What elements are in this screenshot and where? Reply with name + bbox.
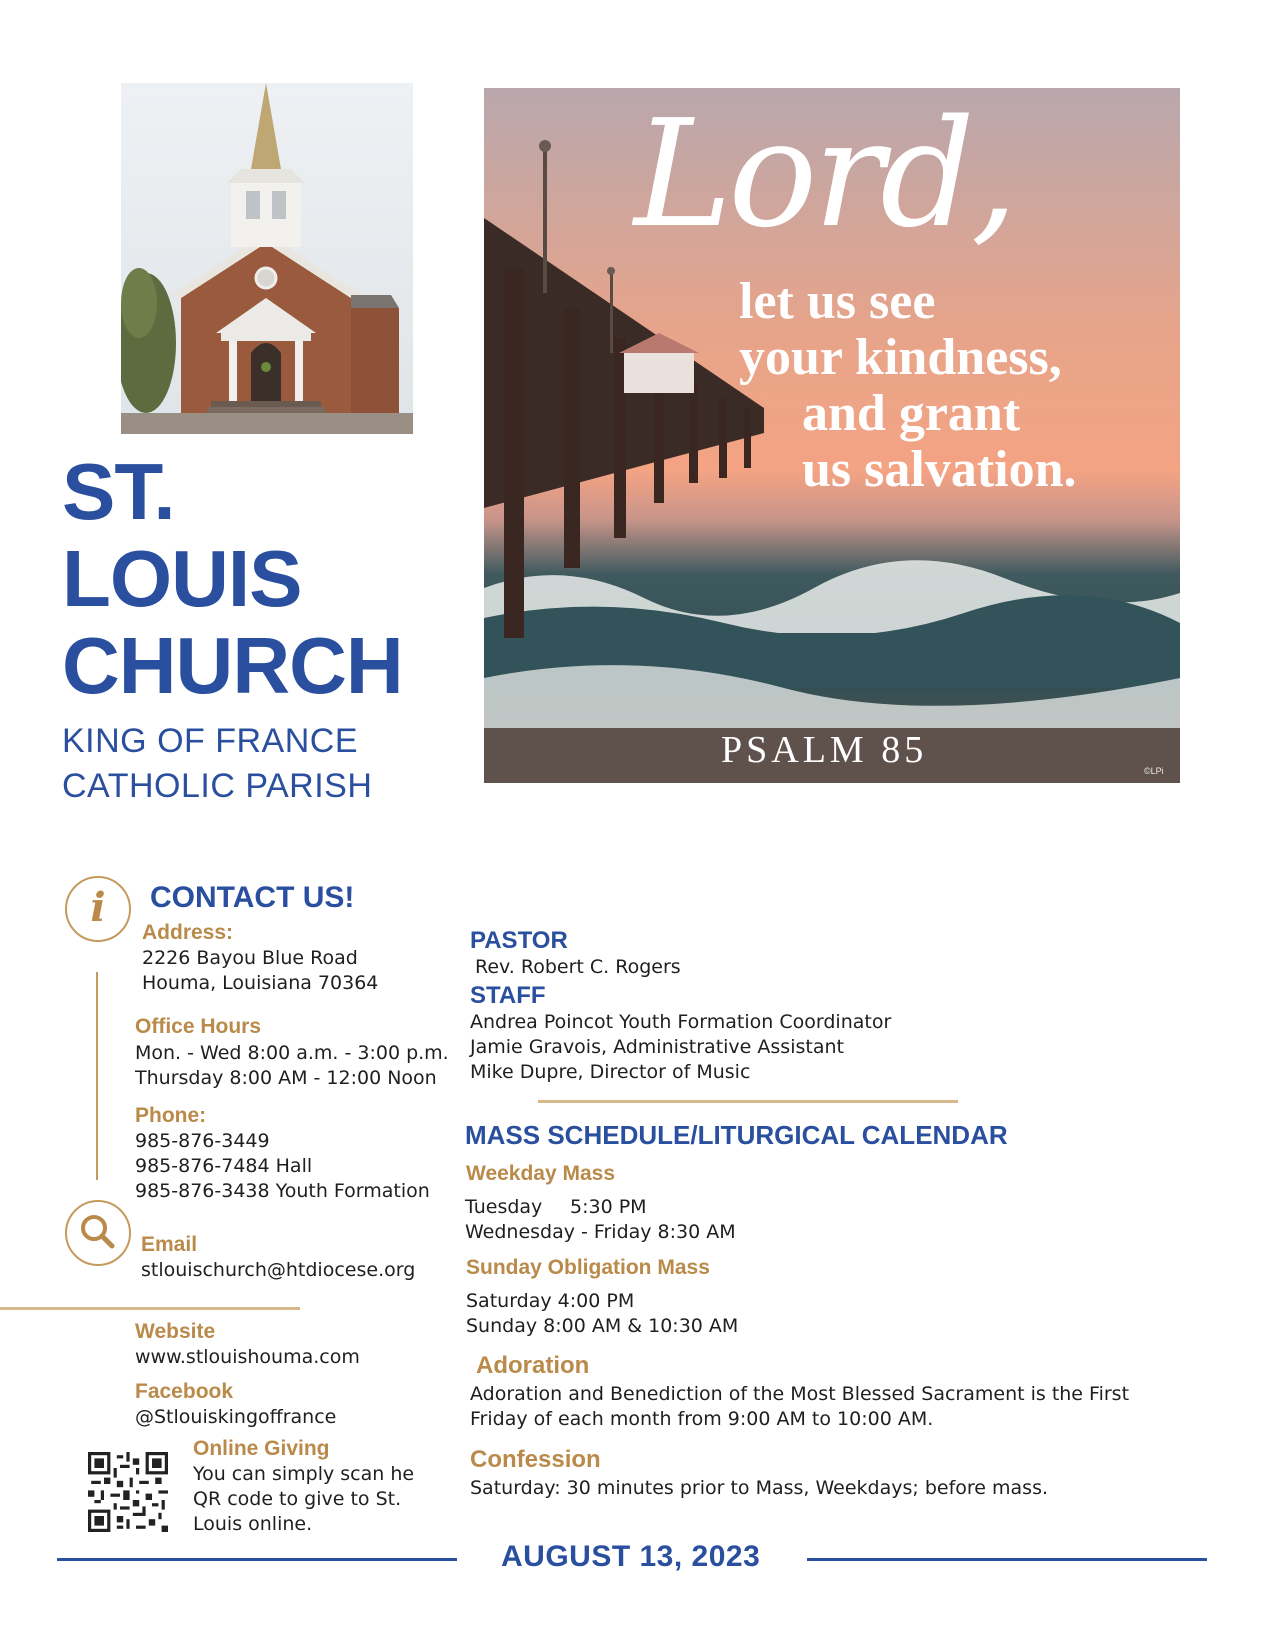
weekday-mass-label: Weekday Mass (466, 1162, 616, 1185)
subtitle-line-1: KING OF FRANCE (62, 722, 359, 760)
online-giving-line-2: QR code to give to St. (193, 1488, 402, 1510)
facebook-link[interactable]: @Stlouiskingoffrance (135, 1406, 337, 1428)
footer-rule-right (807, 1558, 1207, 1561)
staff-label: STAFF (470, 982, 546, 1009)
weekday-time-1: 5:30 PM (570, 1196, 647, 1218)
sunday-line-2: Sunday 8:00 AM & 10:30 AM (466, 1315, 739, 1337)
confession-text: Saturday: 30 minutes prior to Mass, Weekdays; before mass. (470, 1477, 1049, 1499)
psalm-line-4: us salvation. (802, 441, 1077, 498)
phone-line-1: 985-876-3449 (135, 1130, 270, 1152)
staff-member-2: Jamie Gravois, Administrative Assistant (470, 1036, 844, 1058)
email-label: Email (141, 1233, 198, 1256)
adoration-line-2: Friday of each month from 9:00 AM to 10:00 AM. (470, 1408, 934, 1430)
contact-heading: CONTACT US! (150, 881, 355, 914)
facebook-label: Facebook (135, 1380, 234, 1403)
email-value[interactable]: stlouischurch@htdiocese.org (141, 1259, 416, 1281)
psalm-lord: Lord, (634, 88, 1014, 260)
pastor-label: PASTOR (470, 927, 568, 954)
footer-rule-left (57, 1558, 457, 1561)
qr-code-icon[interactable] (88, 1452, 168, 1532)
online-giving-line-3: Louis online. (193, 1513, 313, 1535)
contact-divider-horizontal (0, 1307, 300, 1310)
title-line-1: ST. (62, 447, 175, 536)
phone-label: Phone: (135, 1104, 207, 1127)
website-link[interactable]: www.stlouishouma.com (135, 1346, 360, 1368)
weekday-line-2: Wednesday - Friday 8:30 AM (465, 1221, 736, 1243)
psalm-credit: ©LPi (1144, 766, 1164, 776)
pastor-name: Rev. Robert C. Rogers (475, 956, 681, 978)
confession-label: Confession (470, 1446, 601, 1473)
psalm-line-1: let us see (739, 273, 936, 330)
website-label: Website (135, 1320, 216, 1343)
address-label: Address: (142, 921, 234, 944)
office-hours-label: Office Hours (135, 1015, 262, 1038)
psalm-reference: PSALM 85 (721, 729, 928, 771)
search-icon (65, 1200, 131, 1266)
staff-member-3: Mike Dupre, Director of Music (470, 1061, 751, 1083)
sunday-mass-label: Sunday Obligation Mass (466, 1256, 710, 1279)
schedule-heading: MASS SCHEDULE/LITURGICAL CALENDAR (465, 1120, 1008, 1150)
online-giving-label: Online Giving (193, 1437, 330, 1460)
office-hours-line-2: Thursday 8:00 AM - 12:00 Noon (135, 1067, 437, 1089)
subtitle-line-2: CATHOLIC PARISH (62, 767, 373, 805)
psalm-line-3: and grant (802, 385, 1021, 442)
sunday-line-1: Saturday 4:00 PM (466, 1290, 635, 1312)
contact-divider-vertical (96, 972, 98, 1180)
office-hours-line-1: Mon. - Wed 8:00 a.m. - 3:00 p.m. (135, 1042, 449, 1064)
staff-member-1: Andrea Poincot Youth Formation Coordinator (470, 1011, 892, 1033)
title-line-3: CHURCH (62, 621, 403, 710)
psalm-line-2: your kindness, (739, 329, 1062, 386)
bulletin-date: AUGUST 13, 2023 (501, 1540, 761, 1573)
adoration-line-1: Adoration and Benediction of the Most Blessed Sacrament is the First (470, 1383, 1130, 1405)
phone-line-3: 985-876-3438 Youth Formation (135, 1180, 430, 1202)
church-photo (121, 83, 413, 434)
adoration-label: Adoration (476, 1352, 590, 1379)
title-line-2: LOUIS (62, 534, 302, 623)
psalm-image (484, 88, 1180, 783)
weekday-day-1: Tuesday (465, 1196, 543, 1218)
staff-divider (538, 1100, 958, 1103)
phone-line-2: 985-876-7484 Hall (135, 1155, 313, 1177)
address-line-1: 2226 Bayou Blue Road (142, 947, 358, 969)
online-giving-line-1: You can simply scan he (193, 1463, 415, 1485)
address-line-2: Houma, Louisiana 70364 (142, 972, 379, 994)
info-icon: i (65, 876, 131, 942)
